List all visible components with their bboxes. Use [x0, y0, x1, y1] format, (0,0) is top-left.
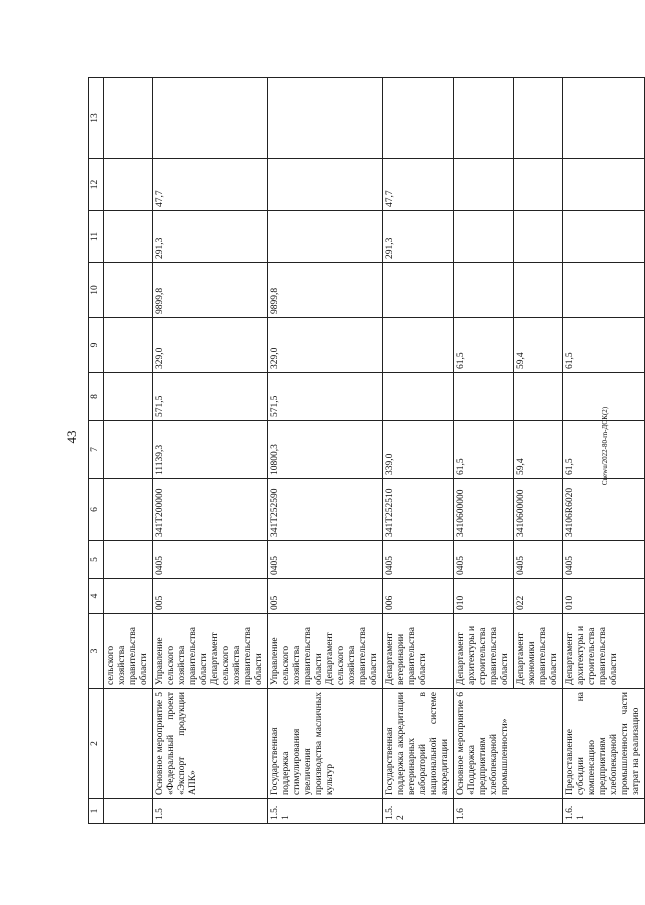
col-header: 3 [89, 614, 104, 689]
table-cell [383, 373, 454, 421]
row-number: 1.5.2 [383, 799, 454, 824]
table-cell: 3410600000 [454, 479, 514, 541]
col-header: 9 [89, 318, 104, 373]
table-cell: 59,4 [514, 421, 563, 479]
event-description: Основное мероприятие 5 «Федеральный проект «Экспорт продукции АПК» [153, 689, 268, 799]
table-cell [104, 799, 153, 824]
responsible-dept: Департамент ветеринарии правительства области [383, 614, 454, 689]
table-cell: 61,5 [454, 421, 514, 479]
row-number: 1.5.1 [268, 799, 383, 824]
table-cell: 0405 [153, 541, 268, 579]
table-cell: 291,3 [383, 211, 454, 263]
table-cell [514, 211, 563, 263]
table-cell [104, 263, 153, 318]
table-cell: 9899,8 [153, 263, 268, 318]
table-row [563, 78, 645, 824]
table-cell [514, 263, 563, 318]
table-cell [104, 159, 153, 211]
table-cell: сельского хозяйства правительства области [104, 614, 153, 689]
col-header: 13 [89, 78, 104, 159]
table-cell: 006 [383, 579, 454, 614]
table-cell: 9899,8 [268, 263, 383, 318]
table-cell [563, 78, 645, 159]
table-cell: 329,0 [268, 318, 383, 373]
col-header: 1 [89, 799, 104, 824]
table-cell [104, 78, 153, 159]
table-cell [104, 689, 153, 799]
table-cell [454, 78, 514, 159]
table-cell [383, 263, 454, 318]
table-cell: 47,7 [383, 159, 454, 211]
table-cell [383, 318, 454, 373]
col-header: 8 [89, 373, 104, 421]
table-cell: 3410600000 [514, 479, 563, 541]
table-cell [104, 579, 153, 614]
responsible-dept: Департамент экономики правительства области [514, 614, 563, 689]
table-cell: 61,5 [563, 318, 645, 373]
table-cell: 010 [563, 579, 645, 614]
event-description: Предоставление субсидии на компенсацию предприятиям хлебопекарной промышленности части затрат на реализацию [563, 689, 645, 799]
table-cell: 47,7 [153, 159, 268, 211]
table-cell [104, 479, 153, 541]
table-cell: 022 [514, 579, 563, 614]
responsible-dept: Управление сельского хозяйства правительства области Департамент сельского хозяйства правительства области [153, 614, 268, 689]
responsible-dept: Управление сельского хозяйства правительства области Департамент сельского хозяйства правительства области [268, 614, 383, 689]
table-cell [514, 159, 563, 211]
table-cell [268, 78, 383, 159]
col-header: 2 [89, 689, 104, 799]
col-header: 5 [89, 541, 104, 579]
row-number: 1.6.1 [563, 799, 645, 824]
stamp-text: Cnewu/2022-80-rn-ДОК(2) [601, 406, 609, 486]
table-cell: 329,0 [153, 318, 268, 373]
table-cell: 10800,3 [268, 421, 383, 479]
table-cell: 0405 [383, 541, 454, 579]
table-cell [563, 211, 645, 263]
table-cell: 571,5 [153, 373, 268, 421]
table-row [268, 78, 383, 824]
table-cell [563, 373, 645, 421]
table-cell [383, 78, 454, 159]
col-header: 6 [89, 479, 104, 541]
table-cell [514, 373, 563, 421]
table-cell: 11139,3 [153, 421, 268, 479]
table-cell: 005 [153, 579, 268, 614]
table-cell [104, 318, 153, 373]
row-number: 1.5 [153, 799, 268, 824]
col-header: 11 [89, 211, 104, 263]
event-description: Основное мероприятие 6 «Поддержка предприятиям хлебопекарной промышленности» [454, 689, 563, 799]
page-number: 43 [64, 430, 79, 444]
col-header: 12 [89, 159, 104, 211]
table-cell [454, 263, 514, 318]
header-row [89, 78, 104, 824]
table-cell [104, 211, 153, 263]
table-cell: 34106R6020 [563, 479, 645, 541]
table-cell: 61,5 [454, 318, 514, 373]
table-cell [563, 159, 645, 211]
row-number: 1.6 [454, 799, 563, 824]
table-row [104, 78, 153, 824]
table-cell [454, 373, 514, 421]
col-header: 4 [89, 579, 104, 614]
table-row [454, 78, 514, 824]
table-cell: 0405 [514, 541, 563, 579]
table-cell: 571,5 [268, 373, 383, 421]
table-row [383, 78, 454, 824]
table-cell [514, 78, 563, 159]
table-cell: 341Т252510 [383, 479, 454, 541]
col-header: 10 [89, 263, 104, 318]
table-cell: 291,3 [153, 211, 268, 263]
table-cell [454, 159, 514, 211]
table-row [153, 78, 268, 824]
event-description: Государственная поддержка стимулирования увеличения производства масличных культур [268, 689, 383, 799]
table-cell: 59,4 [514, 318, 563, 373]
table-cell [104, 541, 153, 579]
table-cell [153, 78, 268, 159]
table-cell: 0405 [268, 541, 383, 579]
responsible-dept: Департамент архитектуры и строительства правительства области [454, 614, 514, 689]
table-cell: 341Т252590 [268, 479, 383, 541]
table-cell [563, 263, 645, 318]
table-cell: 005 [268, 579, 383, 614]
responsible-dept: Департамент архитектуры и строительства правительства области [563, 614, 645, 689]
table-cell [268, 159, 383, 211]
table-cell: 010 [454, 579, 514, 614]
table-cell: 0405 [454, 541, 514, 579]
event-description: Государственная поддержка аккредитации ветеринарных лабораторий в национальной системе аккредитации [383, 689, 454, 799]
table-cell: 339,0 [383, 421, 454, 479]
table-cell [268, 211, 383, 263]
table-cell [104, 421, 153, 479]
table-cell: 61,5 [563, 421, 645, 479]
budget-table [88, 77, 645, 824]
table-cell [454, 211, 514, 263]
col-header: 7 [89, 421, 104, 479]
table-cell [104, 373, 153, 421]
table-cell: 0405 [563, 541, 645, 579]
table-cell: 341Т200000 [153, 479, 268, 541]
